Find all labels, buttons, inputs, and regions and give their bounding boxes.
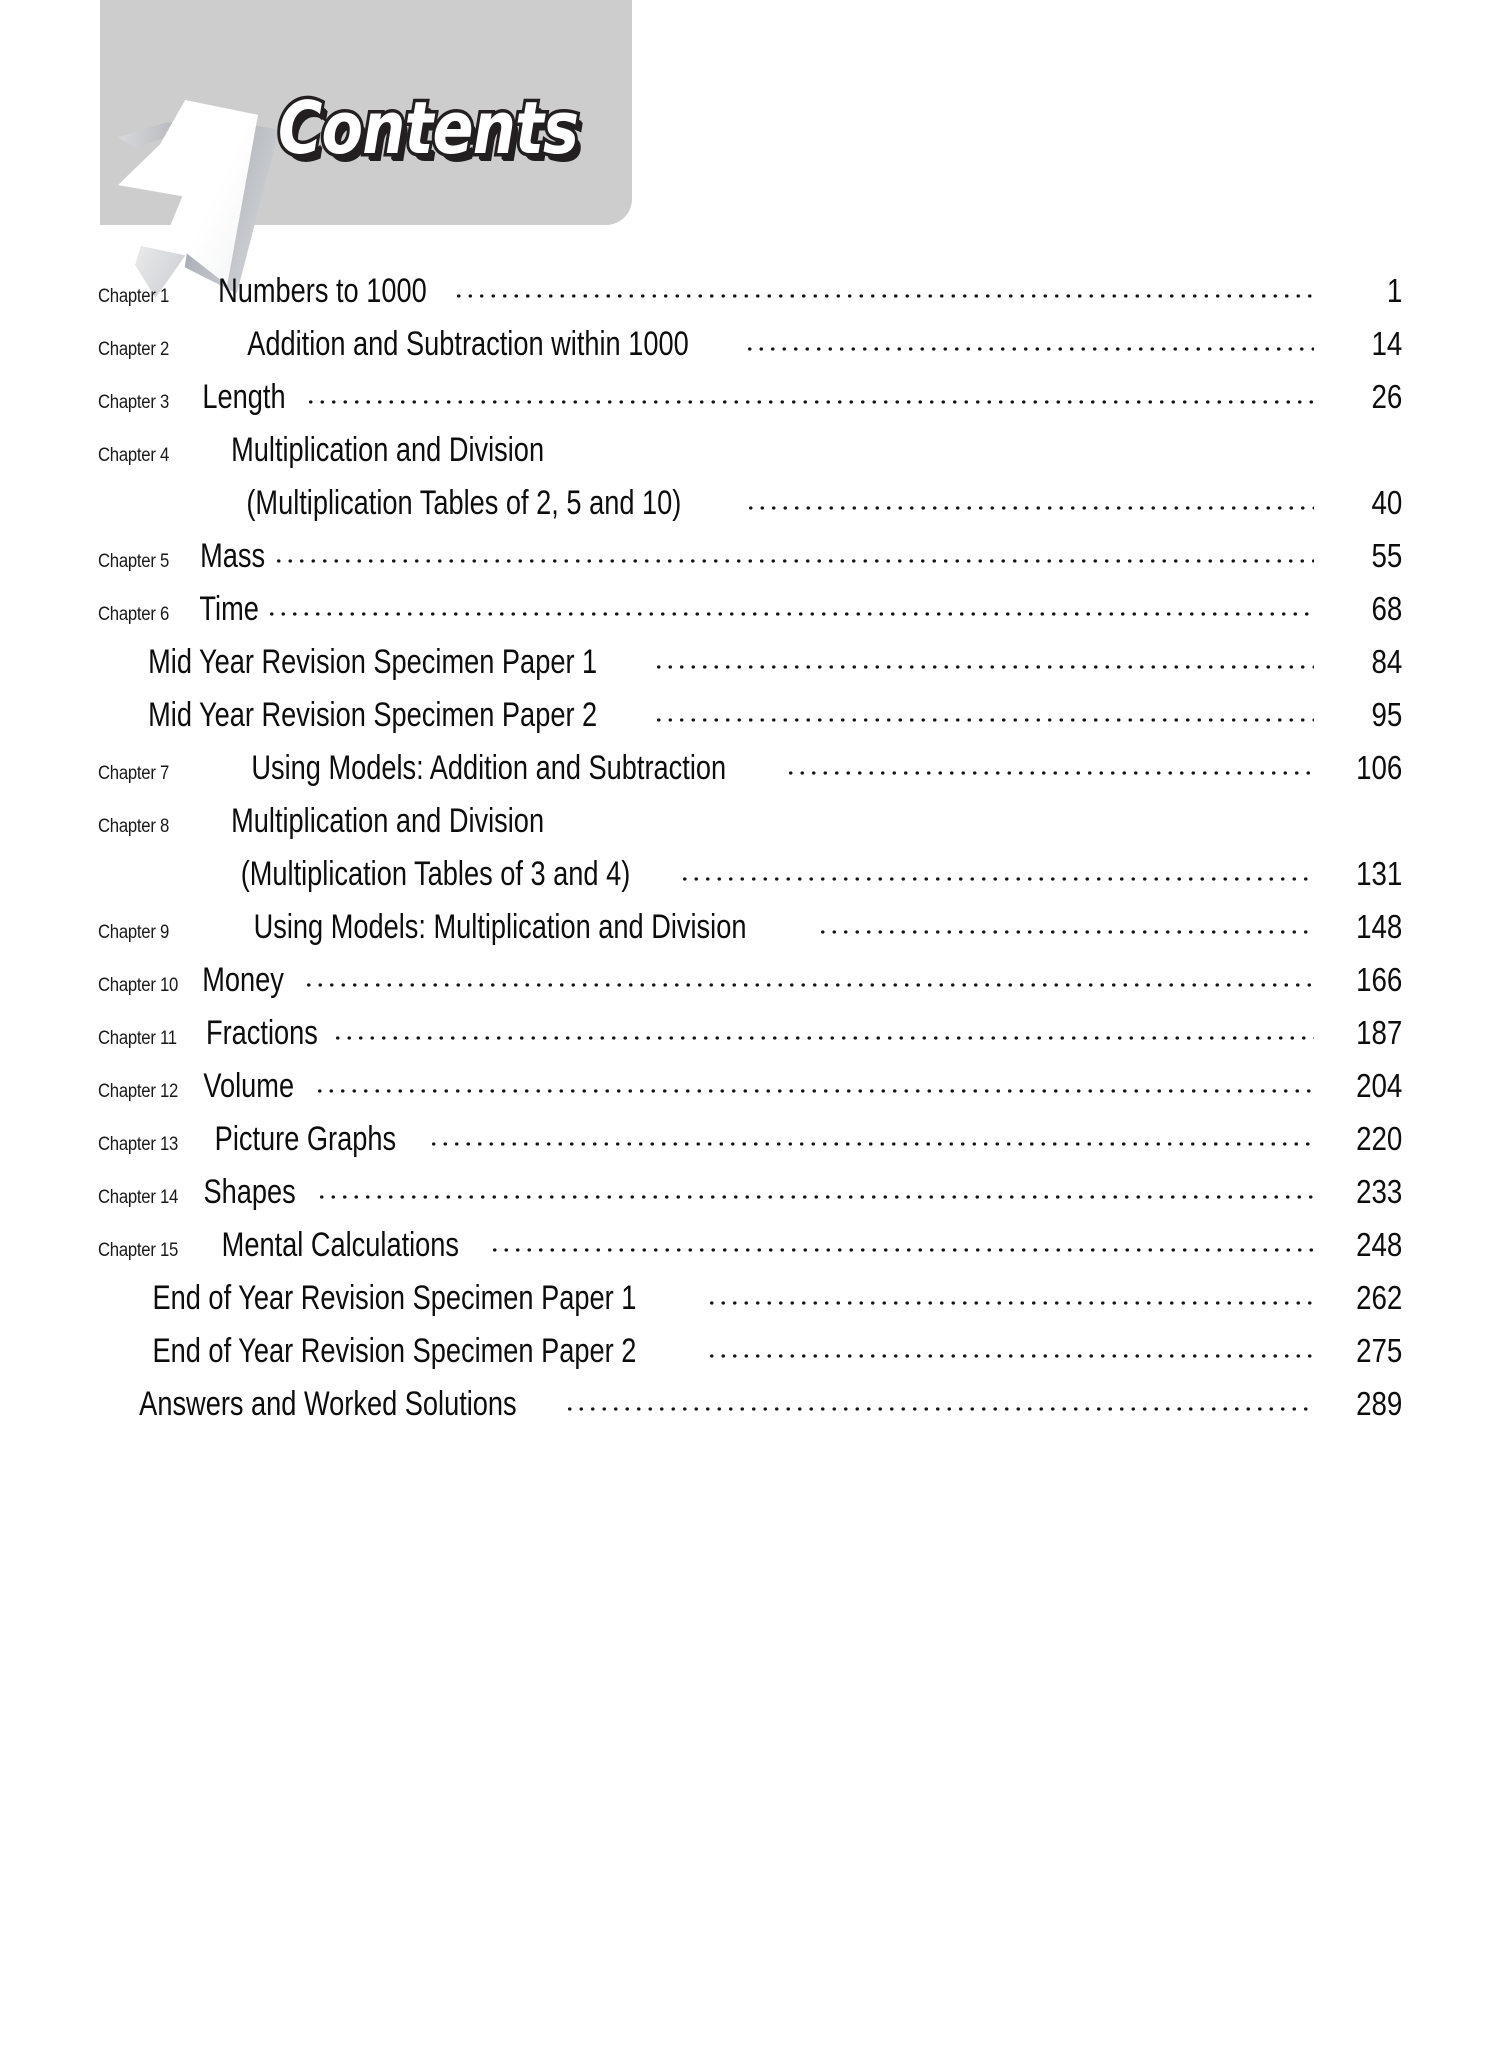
chapter-label: Chapter 4 bbox=[98, 445, 170, 466]
toc-page-number: 106 bbox=[1356, 749, 1403, 786]
toc-entry[interactable] bbox=[92, 1120, 1410, 1173]
toc-entry-title: Using Models: Addition and Subtraction bbox=[251, 749, 727, 787]
toc-entry-body bbox=[92, 1385, 1314, 1424]
toc-entry-title: Time bbox=[199, 590, 259, 628]
toc-entry-title: (Multiplication Tables of 2, 5 and 10) bbox=[246, 484, 682, 522]
toc-entry[interactable] bbox=[92, 749, 1410, 802]
dot-leader bbox=[706, 1346, 1314, 1362]
chapter-label: Chapter 10 bbox=[98, 975, 179, 996]
dot-leader bbox=[489, 1240, 1314, 1256]
toc-page-number: 289 bbox=[1356, 1385, 1403, 1422]
chapter-label: Chapter 1 bbox=[98, 286, 170, 307]
toc-entry-body bbox=[192, 325, 1314, 364]
dot-leader bbox=[785, 763, 1314, 779]
toc-entry-body bbox=[192, 1014, 1314, 1053]
toc-entry-body bbox=[192, 537, 1314, 576]
toc-entry[interactable] bbox=[92, 908, 1410, 961]
toc-page-number: 262 bbox=[1356, 1279, 1403, 1316]
toc-entry[interactable] bbox=[92, 1279, 1410, 1332]
page-title: Contents bbox=[278, 86, 579, 170]
dot-leader bbox=[453, 286, 1314, 302]
toc-entry-body bbox=[192, 272, 1314, 311]
toc-entry-title: Answers and Worked Solutions bbox=[139, 1385, 517, 1423]
dot-leader bbox=[303, 975, 1314, 991]
dot-leader bbox=[583, 445, 1314, 461]
toc-entry[interactable] bbox=[92, 855, 1410, 908]
toc-page-number: 68 bbox=[1371, 590, 1403, 627]
toc-page-number: 166 bbox=[1356, 961, 1403, 998]
toc-entry-body bbox=[192, 431, 1314, 470]
toc-entry-body bbox=[192, 1173, 1314, 1212]
toc-entry[interactable] bbox=[92, 1226, 1410, 1279]
toc-entry-body bbox=[92, 1279, 1314, 1318]
toc-entry[interactable] bbox=[92, 325, 1410, 378]
toc-entry[interactable] bbox=[92, 1067, 1410, 1120]
chapter-label: Chapter 5 bbox=[98, 551, 170, 572]
toc-page-number: 26 bbox=[1371, 378, 1403, 415]
dot-leader bbox=[305, 392, 1314, 408]
toc-entry-title: End of Year Revision Specimen Paper 2 bbox=[152, 1332, 637, 1370]
toc-page-number: 14 bbox=[1371, 325, 1403, 362]
dot-leader bbox=[564, 1399, 1314, 1415]
toc-entry-title: Addition and Subtraction within 1000 bbox=[247, 325, 689, 363]
toc-entry[interactable] bbox=[92, 802, 1410, 855]
toc-entry-body bbox=[192, 1067, 1314, 1106]
toc-page-number: 95 bbox=[1371, 696, 1403, 733]
chapter-label: Chapter 6 bbox=[98, 604, 170, 625]
dot-leader bbox=[744, 339, 1314, 355]
dot-leader bbox=[332, 1028, 1314, 1044]
toc-entry-title: Mid Year Revision Specimen Paper 2 bbox=[148, 696, 598, 734]
toc-page-number: 40 bbox=[1371, 484, 1403, 521]
dot-leader bbox=[266, 604, 1314, 620]
dot-leader bbox=[679, 869, 1314, 885]
toc-entry-title: Fractions bbox=[205, 1014, 318, 1052]
toc-entry-body bbox=[192, 484, 1314, 523]
table-of-contents bbox=[92, 272, 1410, 1438]
toc-entry-body bbox=[192, 590, 1314, 629]
chapter-label: Chapter 11 bbox=[98, 1028, 177, 1049]
toc-entry[interactable] bbox=[92, 484, 1410, 537]
toc-page-number: 275 bbox=[1356, 1332, 1403, 1369]
toc-entry-title: Shapes bbox=[203, 1173, 296, 1211]
chapter-label: Chapter 2 bbox=[98, 339, 170, 360]
chapter-label: Chapter 14 bbox=[98, 1187, 179, 1208]
toc-page-number: 233 bbox=[1356, 1173, 1403, 1210]
toc-entry[interactable] bbox=[92, 1173, 1410, 1226]
toc-entry[interactable] bbox=[92, 696, 1410, 749]
toc-entry-title: Numbers to 1000 bbox=[218, 272, 427, 310]
toc-entry-title: Mental Calculations bbox=[221, 1226, 460, 1264]
toc-entry-body bbox=[192, 908, 1314, 947]
toc-entry-title: Mass bbox=[200, 537, 266, 575]
toc-page-number: 131 bbox=[1356, 855, 1403, 892]
toc-entry-body bbox=[92, 696, 1314, 735]
toc-page-number: 84 bbox=[1371, 643, 1403, 680]
dot-leader bbox=[428, 1134, 1314, 1150]
toc-entry[interactable] bbox=[92, 1332, 1410, 1385]
toc-entry-title: Multiplication and Division bbox=[231, 431, 545, 469]
chapter-label: Chapter 13 bbox=[98, 1134, 179, 1155]
toc-entry-title: (Multiplication Tables of 3 and 4) bbox=[240, 855, 631, 893]
toc-entry-body bbox=[192, 1226, 1314, 1265]
toc-entry[interactable] bbox=[92, 272, 1410, 325]
toc-entry-title: Using Models: Multiplication and Division bbox=[253, 908, 747, 946]
chapter-label: Chapter 7 bbox=[98, 763, 170, 784]
toc-entry[interactable] bbox=[92, 961, 1410, 1014]
toc-entry-title: Mid Year Revision Specimen Paper 1 bbox=[148, 643, 598, 681]
chapter-label: Chapter 3 bbox=[98, 392, 170, 413]
dot-leader bbox=[314, 1081, 1314, 1097]
toc-page-number: 187 bbox=[1356, 1014, 1403, 1051]
contents-header-banner bbox=[0, 0, 1497, 250]
toc-entry-title: Volume bbox=[203, 1067, 295, 1105]
toc-entry-body bbox=[92, 1332, 1314, 1371]
toc-entry-body bbox=[192, 855, 1314, 894]
toc-page-number: 55 bbox=[1371, 537, 1403, 574]
dot-leader bbox=[273, 551, 1314, 567]
toc-page-number: 204 bbox=[1356, 1067, 1403, 1104]
toc-entry[interactable] bbox=[92, 590, 1410, 643]
toc-entry[interactable] bbox=[92, 1385, 1410, 1438]
toc-page-number: 148 bbox=[1356, 908, 1403, 945]
toc-entry[interactable] bbox=[92, 537, 1410, 590]
toc-page-number: 220 bbox=[1356, 1120, 1403, 1157]
chapter-label: Chapter 8 bbox=[98, 816, 170, 837]
dot-leader bbox=[653, 710, 1314, 726]
toc-entry-body bbox=[92, 643, 1314, 682]
dot-leader bbox=[817, 922, 1314, 938]
toc-entry-title: End of Year Revision Specimen Paper 1 bbox=[152, 1279, 637, 1317]
toc-page-number: 1 bbox=[1386, 272, 1403, 309]
chapter-label: Chapter 12 bbox=[98, 1081, 179, 1102]
dot-leader bbox=[706, 1293, 1314, 1309]
toc-entry-body bbox=[192, 961, 1314, 1000]
dot-leader bbox=[653, 657, 1314, 673]
toc-page-number: 248 bbox=[1356, 1226, 1403, 1263]
toc-entry[interactable] bbox=[92, 643, 1410, 696]
dot-leader bbox=[583, 816, 1314, 832]
chapter-label: Chapter 9 bbox=[98, 922, 170, 943]
chapter-label: Chapter 15 bbox=[98, 1240, 179, 1261]
toc-entry-body bbox=[192, 1120, 1314, 1159]
toc-entry[interactable] bbox=[92, 431, 1410, 484]
dot-leader bbox=[745, 498, 1314, 514]
toc-entry-body bbox=[192, 378, 1314, 417]
toc-entry-title: Multiplication and Division bbox=[231, 802, 545, 840]
toc-entry-body bbox=[192, 749, 1314, 788]
toc-entry-title: Money bbox=[202, 961, 284, 999]
toc-entry-title: Picture Graphs bbox=[214, 1120, 397, 1158]
toc-entry[interactable] bbox=[92, 1014, 1410, 1067]
toc-entry[interactable] bbox=[92, 378, 1410, 431]
dot-leader bbox=[316, 1187, 1314, 1203]
toc-entry-body bbox=[192, 802, 1314, 841]
toc-entry-title: Length bbox=[202, 378, 286, 416]
